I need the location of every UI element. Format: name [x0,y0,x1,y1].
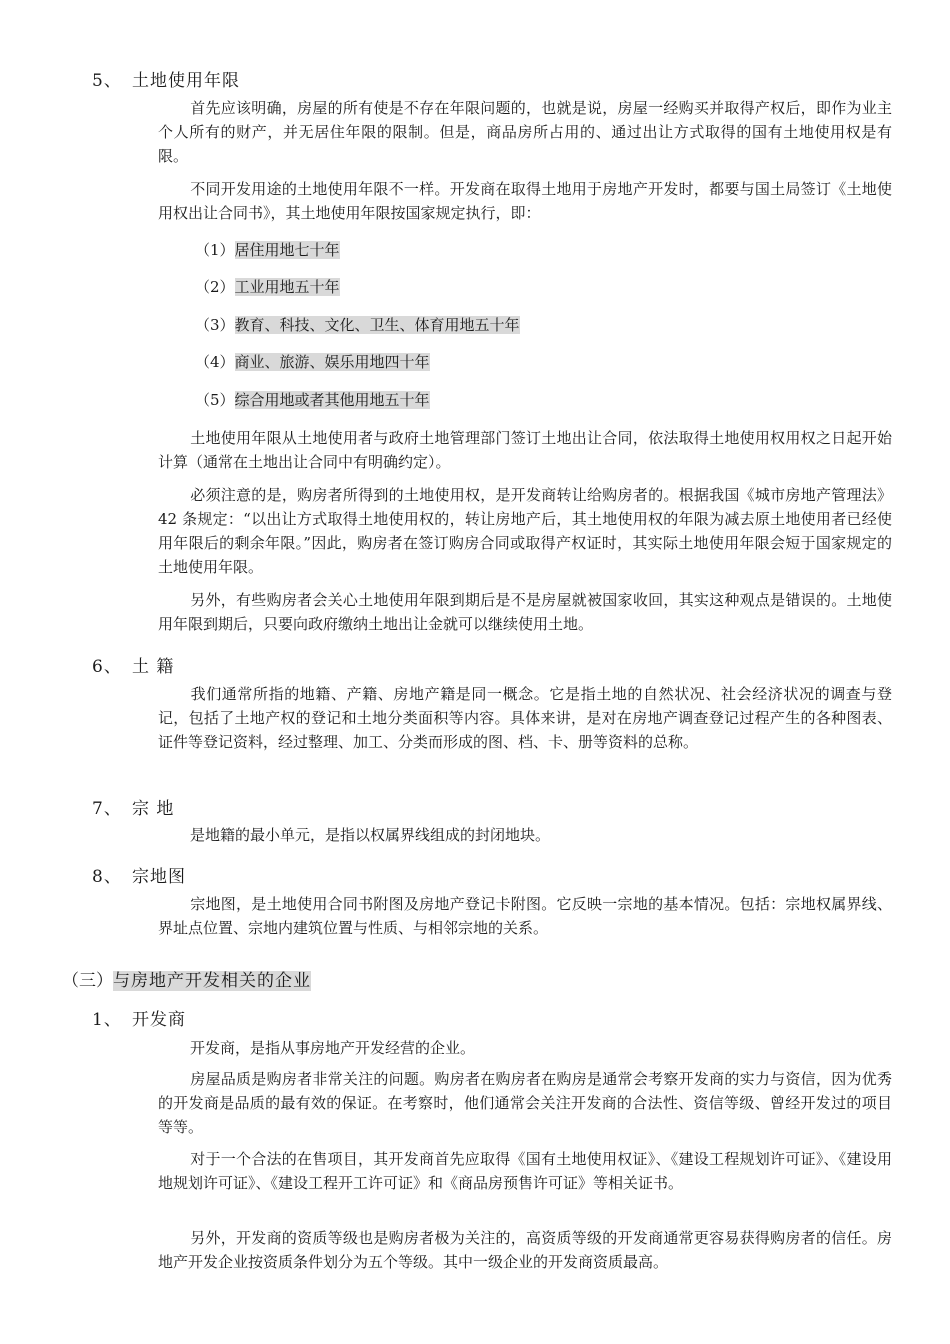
heading-number: 5、 [92,71,122,91]
list-item-text: 教育、科技、文化、卫生、体育用地五十年 [234,316,520,334]
heading-developer [92,1005,186,1030]
list-item [195,239,340,261]
heading-title: 宗地图 [132,867,186,887]
list-item-text: 居住用地七十年 [234,241,340,259]
heading-title: 开发商 [132,1010,186,1030]
paragraph-text: 另外，开发商的资质等级也是购房者极为关注的，高资质等级的开发商通常更容易获得购房者的信任。房地产开发企业按资质条件划分为五个等级。其中一级企业的开发商资质最高。 [158,1229,892,1271]
heading-number: 1、 [92,1010,122,1030]
paragraph [158,426,892,474]
list-item [195,276,340,298]
heading-number: 7、 [92,799,122,819]
list-item-text: 商业、旅游、娱乐用地四十年 [234,353,430,371]
section-number: （三） [62,971,113,991]
paragraph-text: 是地籍的最小单元，是指以权属界线组成的封闭地块。 [190,826,551,844]
heading-land-register [92,652,174,677]
list-item-text: 综合用地或者其他用地五十年 [234,391,430,409]
paragraph-text: 另外，有些购房者会关心土地使用年限到期后是不是房屋就被国家收回，其实这种观点是错误的。土地使用年限到期后，只要向政府缴纳土地出让金就可以继续使用土地。 [158,591,892,633]
heading-number: 8、 [92,867,122,887]
list-item-number: （1） [195,241,235,259]
paragraph-text: 宗地图，是土地使用合同书附图及房地产登记卡附图。它反映一宗地的基本情况。包括：宗地权属界线、界址点位置、宗地内建筑位置与性质、与相邻宗地的关系。 [158,895,892,937]
paragraph [158,1147,892,1195]
paragraph [158,1067,892,1139]
heading-parcel [92,794,174,819]
section-title: 与房地产开发相关的企业 [113,971,311,991]
list-item [195,351,430,373]
paragraph-text: 我们通常所指的地籍、产籍、房地产籍是同一概念。它是指土地的自然状况、社会经济状况的调查与登记，包括了土地产权的登记和土地分类面积等内容。具体来讲，是对在房地产调查登记过程产生的各种图表、证件等登记资料，经过整理、加工、分类而形成的图、档、卡、册等资料的总称。 [158,685,892,751]
paragraph-text: 房屋品质是购房者非常关注的问题。购房者在购房者在购房是通常会考察开发商的实力与资信，因为优秀的开发商是品质的最有效的保证。在考察时，他们通常会关注开发商的合法性、资信等级、曾经开发过的项目等等。 [158,1070,892,1136]
heading-title: 土 籍 [132,657,175,677]
heading-number: 6、 [92,657,122,677]
paragraph [158,588,892,636]
paragraph [158,483,892,579]
paragraph-text: 土地使用年限从土地使用者与政府土地管理部门签订土地出让合同，依法取得土地使用权用权之日起开始计算（通常在土地出让合同中有明确约定）。 [158,429,892,471]
paragraph [158,1226,892,1274]
list-item-number: （3） [195,316,235,334]
heading-parcel-map [92,862,186,887]
paragraph-text: 对于一个合法的在售项目，其开发商首先应取得《国有土地使用权证》、《建设工程规划许可证》、《建设用地规划许可证》、《建设工程开工许可证》和《商品房预售许可证》等相关证书。 [158,1150,892,1192]
list-item [195,314,520,336]
list-item-number: （2） [195,278,235,296]
paragraph-text: 不同开发用途的土地使用年限不一样。开发商在取得土地用于房地产开发时，都要与国土局签订《土地使用权出让合同书》，其土地使用年限按国家规定执行，即： [158,180,892,222]
heading-land-use-term [92,66,240,91]
list-item-number: （4） [195,353,235,371]
paragraph [158,177,892,225]
paragraph [158,682,892,754]
paragraph [158,1036,892,1060]
list-item-number: （5） [195,391,235,409]
list-item [195,389,430,411]
paragraph-text: 首先应该明确，房屋的所有使是不存在年限问题的，也就是说，房屋一经购买并取得产权后，即作为业主个人所有的财产，并无居住年限的限制。但是，商品房所占用的、通过出让方式取得的国有土地使用权是有限。 [158,99,892,165]
paragraph [158,892,892,940]
list-item-text: 工业用地五十年 [234,278,340,296]
paragraph [158,823,892,847]
paragraph-text: 开发商，是指从事房地产开发经营的企业。 [190,1039,476,1057]
paragraph-text: 必须注意的是，购房者所得到的土地使用权，是开发商转让给购房者的。根据我国《城市房地产管理法》42 条规定：“以出让方式取得土地使用权的，转让房地产后，其土地使用权的年限为减去原土地使用者已经使用年限后的剩余年限。”因此，购房者在签订购房合同或取得产权证时，其实际土地使用年限会短于国家规定的土地使用年限。 [158,486,892,576]
section-heading [62,966,311,991]
heading-title: 宗 地 [132,799,175,819]
heading-title: 土地使用年限 [132,71,240,91]
paragraph [158,96,892,168]
